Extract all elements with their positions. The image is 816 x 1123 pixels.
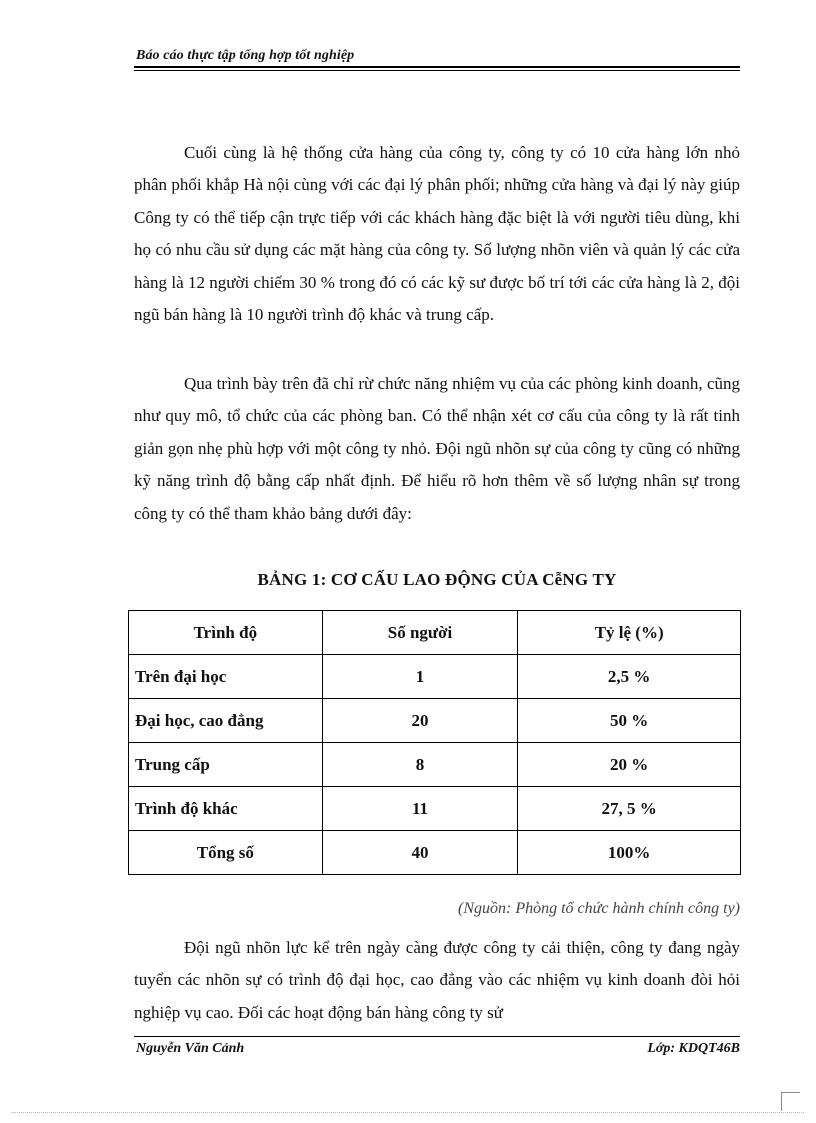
cell-level: Trên đại học [129,655,323,699]
page-corner-mark [781,1092,800,1111]
table-row [129,743,741,787]
cell-total-ratio: 100% [518,831,741,875]
footer-rule [134,1036,740,1037]
paragraph-structure: Qua trình bày trên đã chỉ rừ chức năng nhiệm vụ của các phòng kinh doanh, cũng như quy mô, tổ chức của các phòng ban. Có thể nhận xét cơ cấu của công ty là rất tinh giản gọn nhẹ phù hợp với một công ty nhỏ. Đội ngũ nhõn sự của công ty cũng có những kỹ năng trình độ bằng cấp nhất định. Để hiểu rõ hơn thêm về số lượng nhân sự trong công ty có thể tham khảo bảng dưới đây: [134,374,740,523]
cell-total-count: 40 [322,831,518,875]
table-source: (Nguồn: Phòng tổ chức hành chính công ty) [458,900,740,917]
page-bottom-edge [12,1112,804,1113]
column-header-level: Trình độ [129,611,323,655]
header-rule-thin [134,70,740,71]
paragraph-workforce: Đội ngũ nhõn lực kể trên ngày càng được công ty cải thiện, công ty đang ngày tuyển các nhõn sự có trình độ đại học, cao đẳng vào các nhiệm vụ kinh doanh đòi hỏi nghiệp vụ cao. Đối các hoạt động bán hàng công ty sử [134,938,740,1022]
table-title: BẢNG 1: CƠ CẤU LAO ĐỘNG CỦA CễNG TY [257,570,617,589]
cell-level: Đại học, cao đẳng [129,699,323,743]
cell-count: 1 [322,655,518,699]
table-total-row [129,831,741,875]
cell-level: Trình độ khác [129,787,323,831]
table-header-row [129,611,741,655]
header-rule [134,66,740,68]
cell-count: 20 [322,699,518,743]
table-row [129,699,741,743]
column-header-ratio: Tỷ lệ (%) [518,611,741,655]
header-title: Báo cáo thực tập tổng hợp tốt nghiệp [136,48,355,63]
cell-ratio: 50 % [518,699,741,743]
paragraph-stores: Cuối cùng là hệ thống cửa hàng của công ty, công ty có 10 cửa hàng lớn nhỏ phân phối khắp Hà nội cùng với các đại lý phân phối; những cửa hàng và đại lý này giúp Công ty có thể tiếp cận trực tiếp với các khách hàng đặc biệt là với người tiêu dùng, khi họ có nhu cầu sử dụng các mặt hàng của công ty. Số lượng nhõn viên và quản lý các cửa hàng là 12 người chiếm 30 % trong đó có các kỹ sư được bố trí tới các cửa hàng là 2, đội ngũ bán hàng là 10 người trình độ khác và trung cấp. [134,143,740,325]
cell-count: 11 [322,787,518,831]
cell-ratio: 2,5 % [518,655,741,699]
table-row [129,787,741,831]
cell-ratio: 27, 5 % [518,787,741,831]
column-header-count: Số người [322,611,518,655]
cell-ratio: 20 % [518,743,741,787]
footer [136,1041,740,1057]
cell-count: 8 [322,743,518,787]
footer-class: Lớp: KDQT46B [647,1041,740,1056]
cell-total-label: Tổng số [129,831,323,875]
labor-structure-table [128,610,741,875]
table-row [129,655,741,699]
footer-author: Nguyễn Văn Cảnh [136,1041,245,1056]
cell-level: Trung cấp [129,743,323,787]
